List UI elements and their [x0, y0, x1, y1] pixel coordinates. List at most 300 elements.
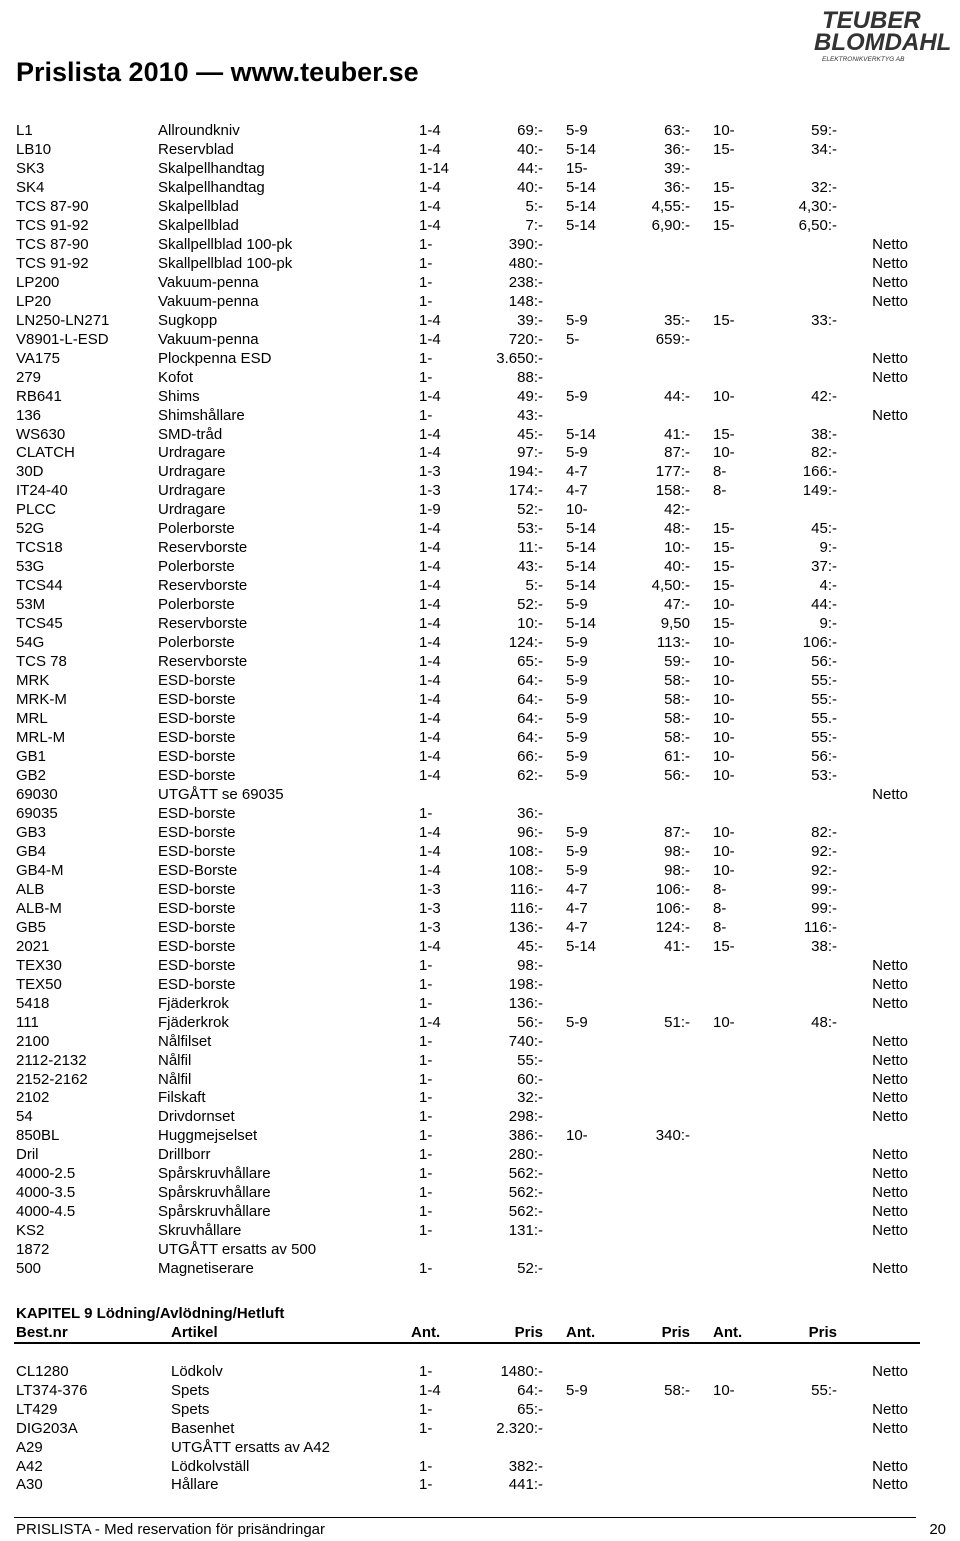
qty-2: 5-14 [566, 178, 597, 196]
qty-1: 1- [419, 804, 433, 822]
table-row [0, 500, 960, 519]
qty-3: 10- [713, 672, 735, 690]
table-row [0, 899, 960, 918]
price-2: 58:- [664, 1381, 690, 1399]
price-2: 87:- [664, 444, 690, 462]
price-2: 659:- [655, 330, 690, 348]
table-row [0, 1362, 960, 1381]
price-1: 10:- [517, 615, 543, 633]
article: Filskaft [158, 1089, 206, 1107]
part-number: A42 [16, 1457, 43, 1475]
article: ESD-borste [158, 918, 236, 936]
qty-1: 1-3 [419, 918, 441, 936]
qty-1: 1- [419, 1146, 433, 1164]
article: Allroundkniv [158, 122, 240, 139]
table-row [0, 387, 960, 406]
qty-2: 5-9 [566, 1013, 588, 1031]
qty-1: 1- [419, 1108, 433, 1126]
header-divider [14, 1342, 920, 1344]
qty-2: 5-9 [566, 1381, 588, 1399]
qty-2: 5-9 [566, 691, 588, 709]
price-2: 58:- [664, 729, 690, 747]
article: Polerborste [158, 558, 235, 576]
table-row [0, 1381, 960, 1400]
qty-2: 5-14 [566, 615, 597, 633]
price-2: 59:- [664, 653, 690, 671]
price-1: 62:- [517, 766, 543, 784]
col-header-qty-2: Ant. [566, 1324, 596, 1341]
price-3: 59:- [811, 122, 837, 139]
part-number: 69035 [16, 804, 58, 822]
netto-label: Netto [872, 994, 908, 1012]
price-1: 382:- [508, 1457, 543, 1475]
qty-1: 1- [419, 1457, 433, 1475]
qty-1: 1- [419, 975, 433, 993]
part-number: 54 [16, 1108, 33, 1126]
qty-1: 1-4 [419, 653, 441, 671]
qty-2: 4-7 [566, 899, 588, 917]
part-number: TCS 87-90 [16, 197, 89, 215]
table-row [0, 937, 960, 956]
price-1: 32:- [517, 1089, 543, 1107]
price-1: 39:- [517, 311, 543, 329]
col-header-qty-1: Ant. [411, 1324, 441, 1341]
price-3: 92:- [811, 861, 837, 879]
qty-1: 1-4 [419, 577, 441, 595]
price-2: 158:- [655, 482, 690, 500]
col-header-price-2: Pris [661, 1324, 690, 1341]
col-header-price-3: Pris [808, 1324, 837, 1341]
qty-1: 1- [419, 235, 433, 253]
table-row [0, 538, 960, 557]
article: ESD-borste [158, 842, 236, 860]
price-2: 124:- [655, 918, 690, 936]
logo-line2: BLOMDAHL [814, 29, 952, 56]
article: Spets [171, 1381, 210, 1399]
part-number: IT24-40 [16, 482, 68, 500]
qty-1: 1- [419, 1051, 433, 1069]
qty-1: 1- [419, 273, 433, 291]
table-row [0, 823, 960, 842]
price-2: 48:- [664, 520, 690, 538]
article: ESD-borste [158, 710, 236, 728]
part-number: LT374-376 [16, 1381, 88, 1399]
qty-1: 1- [419, 1184, 433, 1202]
price-2: 4,55:- [651, 197, 690, 215]
article: ESD-borste [158, 691, 236, 709]
qty-3: 10- [713, 766, 735, 784]
price-3: 32:- [811, 178, 837, 196]
price-2: 113:- [656, 634, 690, 652]
section-heading: KAPITEL 9 Lödning/Avlödning/Hetluft [16, 1305, 285, 1322]
article: Reservborste [158, 577, 248, 595]
price-2: 41:- [664, 425, 690, 443]
qty-1: 1-4 [419, 842, 441, 860]
article: Kofot [158, 368, 194, 386]
netto-label: Netto [872, 1070, 908, 1088]
price-2: 98:- [664, 861, 690, 879]
netto-label: Netto [872, 292, 908, 310]
price-3: 34:- [811, 140, 837, 158]
qty-3: 15- [713, 197, 735, 215]
table-row [0, 690, 960, 709]
qty-1: 1- [419, 1032, 433, 1050]
qty-3: 15- [713, 577, 735, 595]
price-2: 42:- [664, 501, 690, 519]
part-number: L1 [16, 122, 33, 139]
price-1: 52:- [517, 596, 543, 614]
table-row [0, 747, 960, 766]
price-2: 58:- [664, 672, 690, 690]
price-3: 4:- [819, 577, 837, 595]
article: UTGÅTT se 69035 [158, 785, 284, 803]
article: Reservblad [158, 140, 234, 158]
part-number: 4000-4.5 [16, 1203, 76, 1221]
article: Basenhet [171, 1419, 235, 1437]
part-number: 53M [16, 596, 46, 614]
part-number: TCS 78 [16, 653, 67, 671]
price-1: 2.320:- [496, 1419, 543, 1437]
price-1: 96:- [517, 823, 543, 841]
qty-3: 10- [713, 444, 735, 462]
qty-1: 1- [419, 1165, 433, 1183]
part-number: GB2 [16, 766, 47, 784]
price-1: 36:- [517, 804, 543, 822]
price-1: 45:- [517, 425, 543, 443]
part-number: ALB [16, 880, 45, 898]
article: ESD-borste [158, 880, 236, 898]
qty-1: 1- [419, 1070, 433, 1088]
qty-1: 1- [419, 1400, 433, 1418]
qty-2: 5-14 [566, 937, 597, 955]
article: Drivdornset [158, 1108, 235, 1126]
price-2: 98:- [664, 842, 690, 860]
price-2: 63:- [664, 122, 690, 139]
article: Urdragare [158, 444, 226, 462]
price-3: 56:- [811, 748, 837, 765]
part-number: 279 [16, 368, 42, 386]
qty-3: 15- [713, 216, 735, 234]
part-number: LT429 [16, 1400, 58, 1418]
table-row [0, 861, 960, 880]
article: ESD-borste [158, 823, 236, 841]
page-title: Prislista 2010 — www.teuber.se [16, 57, 419, 87]
table-row [0, 1259, 960, 1278]
table-row [0, 425, 960, 444]
table-row [0, 178, 960, 197]
part-number: A30 [16, 1476, 43, 1494]
article: Skalpellhandtag [158, 159, 265, 177]
price-3: 37:- [811, 558, 837, 576]
price-1: 238:- [508, 273, 543, 291]
part-number: LB10 [16, 140, 52, 158]
qty-1: 1-4 [419, 330, 441, 348]
part-number: 850BL [16, 1127, 60, 1145]
price-1: 148:- [508, 292, 543, 310]
price-1: 65:- [517, 1400, 543, 1418]
qty-1: 1-4 [419, 197, 441, 215]
qty-1: 1-4 [419, 387, 441, 405]
qty-2: 5-9 [566, 634, 588, 652]
part-number: MRL-M [16, 729, 66, 747]
logo-tagline: ELEKTRONIKVERKTYG AB [822, 56, 905, 63]
part-number: 52G [16, 520, 45, 538]
part-number: VA175 [16, 349, 60, 367]
price-3: 38:- [811, 937, 837, 955]
price-1: 562:- [508, 1184, 543, 1202]
price-1: 7:- [525, 216, 543, 234]
price-3: 55.- [811, 710, 837, 728]
col-header-price-1: Pris [514, 1324, 543, 1341]
qty-1: 1-4 [419, 520, 441, 538]
table-row [0, 956, 960, 975]
price-1: 562:- [508, 1165, 543, 1183]
qty-3: 10- [713, 710, 735, 728]
price-3: 116:- [803, 918, 837, 936]
netto-label: Netto [872, 975, 908, 993]
table-row [0, 349, 960, 368]
price-1: 116:- [509, 899, 543, 917]
qty-2: 5-14 [566, 577, 597, 595]
table-row [0, 994, 960, 1013]
price-2: 177:- [655, 463, 690, 481]
part-number: SK3 [16, 159, 45, 177]
qty-1: 1- [419, 994, 433, 1012]
article: Urdragare [158, 463, 226, 481]
qty-3: 15- [713, 425, 735, 443]
qty-1: 1-4 [419, 596, 441, 614]
qty-1: 1-4 [419, 861, 441, 879]
footer-text: PRISLISTA - Med reservation för prisändringar [16, 1521, 326, 1538]
price-1: 11:- [518, 539, 543, 557]
price-1: 1480:- [500, 1363, 543, 1380]
price-1: 64:- [517, 691, 543, 709]
article: Hållare [171, 1476, 219, 1494]
table-row [0, 1013, 960, 1032]
price-2: 58:- [664, 710, 690, 728]
article: ESD-borste [158, 956, 236, 974]
price-2: 44:- [664, 387, 690, 405]
price-1: 5:- [525, 577, 543, 595]
part-number: WS630 [16, 425, 66, 443]
price-3: 55:- [811, 729, 837, 747]
price-2: 10:- [664, 539, 690, 557]
qty-3: 15- [713, 178, 735, 196]
price-1: 386:- [508, 1127, 543, 1145]
qty-3: 10- [713, 729, 735, 747]
qty-1: 1-4 [419, 766, 441, 784]
qty-1: 1-4 [419, 178, 441, 196]
table-row [0, 159, 960, 178]
netto-label: Netto [872, 254, 908, 272]
price-1: 740:- [508, 1032, 543, 1050]
qty-2: 5-14 [566, 216, 597, 234]
price-2: 51:- [664, 1013, 690, 1031]
price-3: 55:- [811, 672, 837, 690]
part-number: GB4 [16, 842, 47, 860]
table-row [0, 1475, 960, 1494]
qty-3: 8- [713, 463, 727, 481]
part-number: 2152-2162 [16, 1070, 88, 1088]
qty-3: 10- [713, 653, 735, 671]
table-row [0, 197, 960, 216]
qty-1: 1-4 [419, 1381, 441, 1399]
qty-1: 1-4 [419, 823, 441, 841]
price-1: 124:- [508, 634, 543, 652]
qty-1: 1-4 [419, 937, 441, 955]
price-3: 56:- [811, 653, 837, 671]
price-1: 108:- [508, 842, 543, 860]
price-2: 36:- [664, 140, 690, 158]
part-number: 2100 [16, 1032, 50, 1050]
price-3: 42:- [811, 387, 837, 405]
netto-label: Netto [872, 273, 908, 291]
table-row [0, 406, 960, 425]
part-number: 2102 [16, 1089, 50, 1107]
price-1: 43:- [517, 406, 543, 424]
qty-2: 5-9 [566, 842, 588, 860]
article: Shims [158, 387, 200, 405]
qty-1: 1-4 [419, 729, 441, 747]
qty-1: 1-4 [419, 558, 441, 576]
price-2: 36:- [664, 178, 690, 196]
article: Nålfil [158, 1051, 192, 1069]
table-row [0, 1070, 960, 1089]
article: Huggmejselset [158, 1127, 258, 1145]
qty-1: 1- [419, 406, 433, 424]
col-header-qty-3: Ant. [713, 1324, 743, 1341]
article: ESD-borste [158, 804, 236, 822]
article: Magnetiserare [158, 1260, 254, 1278]
price-3: 4,30:- [798, 197, 837, 215]
part-number: GB1 [16, 748, 47, 765]
netto-label: Netto [872, 406, 908, 424]
qty-1: 1- [419, 1419, 433, 1437]
price-1: 60:- [517, 1070, 543, 1088]
price-3: 55:- [811, 1381, 837, 1399]
price-1: 136:- [508, 918, 543, 936]
part-number: KS2 [16, 1222, 45, 1240]
qty-3: 8- [713, 880, 727, 898]
table-row [0, 652, 960, 671]
article: ESD-Borste [158, 861, 238, 879]
table-row [0, 368, 960, 387]
price-1: 64:- [517, 1381, 543, 1399]
qty-1: 1-3 [419, 482, 441, 500]
article: Skalpellblad [158, 197, 239, 215]
table-row [0, 918, 960, 937]
qty-2: 4-7 [566, 463, 588, 481]
article: ESD-borste [158, 748, 236, 765]
qty-3: 15- [713, 140, 735, 158]
table-row [0, 481, 960, 500]
price-1: 52:- [517, 501, 543, 519]
part-number: LP200 [16, 273, 60, 291]
part-number: TCS18 [16, 539, 63, 557]
netto-label: Netto [872, 235, 908, 253]
article: Skallpellblad 100-pk [158, 235, 293, 253]
price-2: 340:- [655, 1127, 690, 1145]
price-3: 44:- [811, 596, 837, 614]
article: Skalpellhandtag [158, 178, 265, 196]
table-row [0, 254, 960, 273]
qty-3: 15- [713, 311, 735, 329]
qty-2: 5-14 [566, 520, 597, 538]
qty-2: 4-7 [566, 880, 588, 898]
column-header-row [0, 1323, 960, 1342]
part-number: TCS 87-90 [16, 235, 89, 253]
part-number: MRK [16, 672, 50, 690]
table-row [0, 1164, 960, 1183]
qty-1: 1- [419, 254, 433, 272]
part-number: 54G [16, 634, 45, 652]
part-number: TCS44 [16, 577, 63, 595]
table-row [0, 235, 960, 254]
price-3: 166:- [802, 463, 837, 481]
qty-1: 1-4 [419, 691, 441, 709]
price-1: 55:- [517, 1051, 543, 1069]
article: Spårskruvhållare [158, 1203, 271, 1221]
price-3: 45:- [811, 520, 837, 538]
qty-1: 1-4 [419, 672, 441, 690]
article: Polerborste [158, 634, 235, 652]
netto-label: Netto [872, 349, 908, 367]
netto-label: Netto [872, 1419, 908, 1437]
article: SMD-tråd [158, 425, 223, 443]
table-row [0, 842, 960, 861]
qty-2: 5-9 [566, 444, 588, 462]
price-1: 64:- [517, 672, 543, 690]
article: ESD-borste [158, 729, 236, 747]
qty-1: 1-9 [419, 501, 441, 519]
article: Reservborste [158, 615, 248, 633]
table-row [0, 785, 960, 804]
qty-3: 15- [713, 615, 735, 633]
part-number: V8901-L-ESD [16, 330, 109, 348]
col-header-partno: Best.nr [16, 1324, 68, 1341]
table-row [0, 121, 960, 140]
qty-2: 5-9 [566, 672, 588, 690]
qty-1: 1-4 [419, 748, 441, 765]
price-2: 35:- [664, 311, 690, 329]
article: UTGÅTT ersatts av A42 [171, 1438, 330, 1456]
table-row [0, 728, 960, 747]
qty-1: 1- [419, 1089, 433, 1107]
article: Polerborste [158, 520, 235, 538]
table-row [0, 804, 960, 823]
article: Reservborste [158, 539, 248, 557]
qty-1: 1- [419, 292, 433, 310]
price-3: 38:- [811, 425, 837, 443]
table-row [0, 1457, 960, 1476]
article: Reservborste [158, 653, 248, 671]
qty-2: 5-9 [566, 122, 588, 139]
part-number: 1872 [16, 1241, 50, 1259]
article: Plockpenna ESD [158, 349, 272, 367]
qty-3: 15- [713, 520, 735, 538]
article: Spårskruvhållare [158, 1165, 271, 1183]
part-number: 53G [16, 558, 45, 576]
price-1: 64:- [517, 729, 543, 747]
qty-2: 5-9 [566, 729, 588, 747]
table-row [0, 633, 960, 652]
price-2: 6,90:- [651, 216, 690, 234]
price-2: 39:- [664, 159, 690, 177]
price-2: 40:- [664, 558, 690, 576]
netto-label: Netto [872, 785, 908, 803]
netto-label: Netto [872, 1184, 908, 1202]
article: Skalpellblad [158, 216, 239, 234]
